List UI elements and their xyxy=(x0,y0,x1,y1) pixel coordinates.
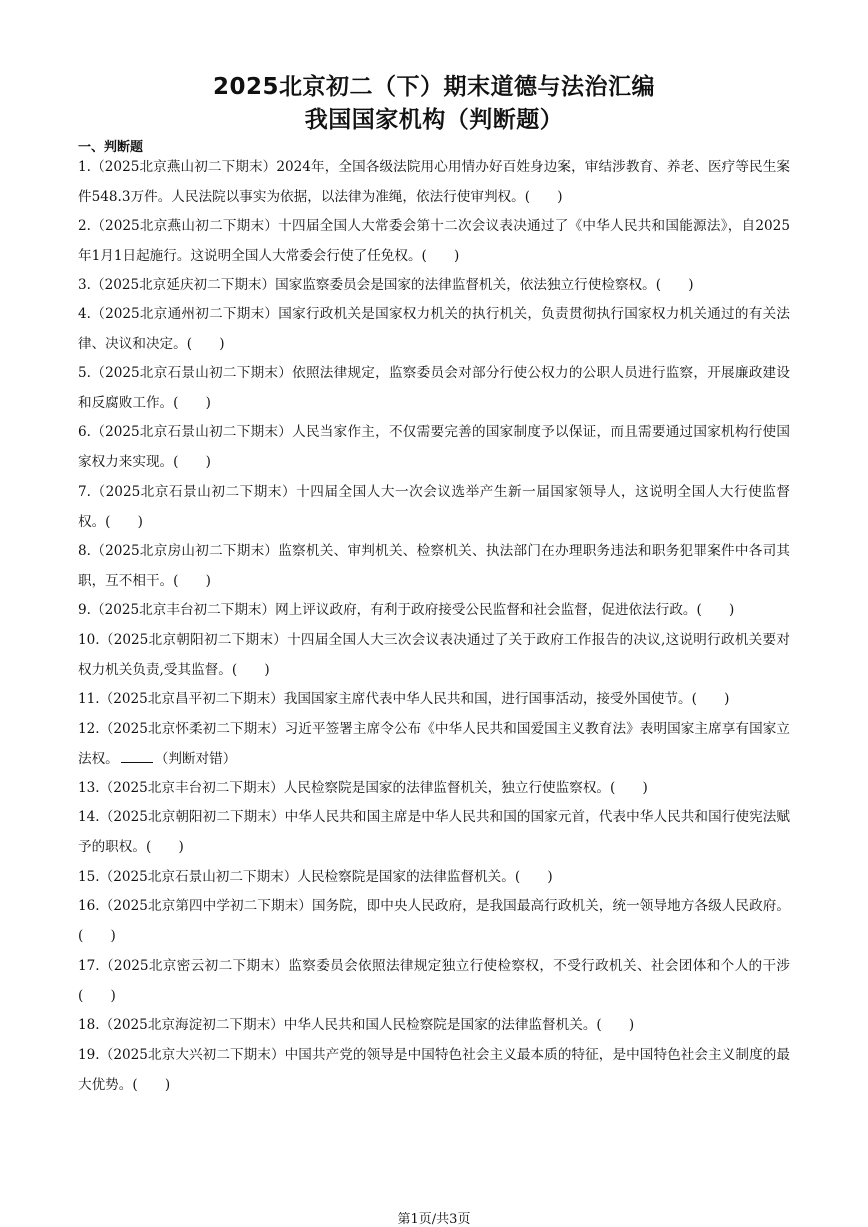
question-14: 14.（2025北京朝阳初二下期末）中华人民共和国主席是中华人民共和国的国家元首，代表中华人民共和国行使宪法赋予的职权。( ) xyxy=(78,809,790,855)
question-16: 16.（2025北京第四中学初二下期末）国务院，即中央人民政府，是我国最高行政机关，统一领导地方各级人民政府。( ) xyxy=(78,898,790,944)
question-12: 12.（2025北京怀柔初二下期末）习近平签署主席令公布《中华人民共和国爱国主义教育法》表明国家主席享有国家立法权。 （判断对错） xyxy=(78,721,790,767)
question-8: 8.（2025北京房山初二下期末）监察机关、审判机关、检察机关、执法部门在办理职务违法和职务犯罪案件中各司其职，互不相干。( ) xyxy=(78,543,790,589)
question-19: 19.（2025北京大兴初二下期末）中国共产党的领导是中国特色社会主义最本质的特征，是中国特色社会主义制度的最大优势。( ) xyxy=(78,1047,790,1093)
question-9: 9.（2025北京丰台初二下期末）网上评议政府，有利于政府接受公民监督和社会监督，促进依法行政。( ) xyxy=(78,602,735,618)
page-footer: 第1页/共3页 xyxy=(397,1212,471,1227)
question-18: 18.（2025北京海淀初二下期末）中华人民共和国人民检察院是国家的法律监督机关。( ) xyxy=(78,1017,635,1033)
section-heading: 一、判断题 xyxy=(78,140,144,155)
question-17: 17.（2025北京密云初二下期末）监察委员会依照法律规定独立行使检察权，不受行政机关、社会团体和个人的干涉( ) xyxy=(78,958,790,1004)
document-subtitle: 我国国家机构（判断题） xyxy=(304,107,564,133)
question-11: 11.（2025北京昌平初二下期末）我国国家主席代表中华人民共和国，进行国事活动，接受外国使节。( ) xyxy=(78,691,730,707)
question-2: 2.（2025北京燕山初二下期末）十四届全国人大常委会第十二次会议表决通过了《中华人民共和国能源法》，自2025年1月1日起施行。这说明全国人大常委会行使了任免权。( ) xyxy=(78,218,790,264)
question-1: 1.（2025北京燕山初二下期末）2024年，全国各级法院用心用情办好百姓身边案，审结涉教育、养老、医疗等民生案件548.3万件。人民法院以事实为依据，以法律为准绳，依法行使审判权。( ) xyxy=(78,159,790,205)
question-15: 15.（2025北京石景山初二下期末）人民检察院是国家的法律监督机关。( ) xyxy=(78,869,553,885)
question-4: 4.（2025北京通州初二下期末）国家行政机关是国家权力机关的执行机关，负责贯彻执行国家权力机关通过的有关法律、决议和决定。( ) xyxy=(78,306,790,352)
question-13: 13.（2025北京丰台初二下期末）人民检察院是国家的法律监督机关，独立行使监察权。( ) xyxy=(78,780,648,796)
document-title: 2025北京初二（下）期末道德与法治汇编 xyxy=(212,74,655,100)
question-3: 3.（2025北京延庆初二下期末）国家监察委员会是国家的法律监督机关，依法独立行使检察权。( ) xyxy=(78,277,694,293)
question-5: 5.（2025北京石景山初二下期末）依照法律规定，监察委员会对部分行使公权力的公职人员进行监察，开展廉政建设和反腐败工作。( ) xyxy=(78,365,790,411)
question-7: 7.（2025北京石景山初二下期末）十四届全国人大一次会议选举产生新一届国家领导人，这说明全国人大行使监督权。( ) xyxy=(78,484,790,530)
question-6: 6.（2025北京石景山初二下期末）人民当家作主，不仅需要完善的国家制度予以保证，而且需要通过国家机构行使国家权力来实现。( ) xyxy=(78,424,790,470)
question-10: 10.（2025北京朝阳初二下期末）十四届全国人大三次会议表决通过了关于政府工作报告的决议,这说明行政机关要对权力机关负责,受其监督。( ) xyxy=(78,632,790,678)
answer-blank[interactable] xyxy=(121,750,153,763)
